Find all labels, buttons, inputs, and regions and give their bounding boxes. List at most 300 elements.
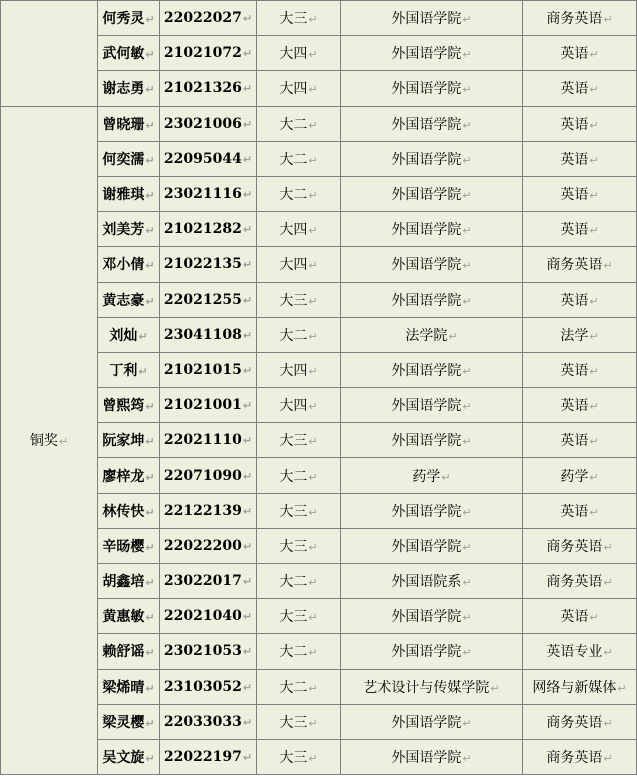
college-cell	[341, 564, 523, 599]
id-text: 21021072	[163, 45, 242, 62]
name-cell	[98, 176, 160, 211]
id-cell	[160, 599, 257, 634]
paragraph-mark-icon: ↵	[242, 117, 253, 131]
name-cell	[98, 71, 160, 106]
paragraph-mark-icon: ↵	[589, 83, 599, 97]
paragraph-mark-icon: ↵	[145, 83, 155, 97]
id-text: 23103052	[163, 678, 242, 695]
paragraph-mark-icon: ↵	[617, 681, 627, 695]
college-text: 法学院	[405, 327, 448, 344]
paragraph-mark-icon: ↵	[242, 399, 253, 413]
paragraph-mark-icon: ↵	[589, 189, 599, 203]
grade-text: 大四	[279, 81, 308, 98]
paragraph-mark-icon: ↵	[242, 751, 253, 765]
paragraph-mark-icon: ↵	[603, 13, 613, 27]
major-text: 商务英语	[546, 714, 603, 731]
paragraph-mark-icon: ↵	[589, 48, 599, 62]
grade-cell	[257, 352, 341, 387]
id-cell	[160, 739, 257, 774]
id-text: 23022017	[163, 573, 242, 590]
major-text: 英语	[560, 503, 589, 520]
id-text: 22122139	[163, 502, 242, 519]
name-cell	[98, 493, 160, 528]
grade-cell	[257, 388, 341, 423]
college-cell	[341, 212, 523, 247]
major-cell	[523, 1, 637, 36]
college-text: 外国语学院	[391, 538, 462, 555]
name-text: 邓小倩	[102, 257, 145, 274]
grade-cell	[257, 599, 341, 634]
paragraph-mark-icon: ↵	[462, 576, 472, 590]
paragraph-mark-icon: ↵	[242, 12, 253, 26]
grade-cell	[257, 212, 341, 247]
grade-text: 大四	[279, 362, 308, 379]
major-text: 英语	[560, 362, 589, 379]
name-text: 曾晓珊	[102, 116, 145, 133]
paragraph-mark-icon: ↵	[242, 82, 253, 96]
major-text: 英语	[560, 81, 589, 98]
college-cell	[341, 247, 523, 282]
paragraph-mark-icon: ↵	[145, 294, 155, 308]
college-cell	[341, 141, 523, 176]
award-level-label: 铜奖	[29, 433, 58, 450]
id-text: 22021040	[163, 608, 242, 625]
name-text: 林传快	[102, 503, 145, 520]
college-cell	[341, 388, 523, 423]
college-text: 外国语学院	[391, 11, 462, 28]
paragraph-mark-icon: ↵	[308, 505, 318, 519]
name-cell	[98, 669, 160, 704]
name-text: 何奕濡	[102, 151, 145, 168]
college-text: 外国语学院	[391, 222, 462, 239]
paragraph-mark-icon: ↵	[462, 435, 472, 449]
paragraph-mark-icon: ↵	[589, 470, 599, 484]
college-cell	[341, 317, 523, 352]
college-cell	[341, 352, 523, 387]
name-cell	[98, 317, 160, 352]
major-cell	[523, 176, 637, 211]
paragraph-mark-icon: ↵	[603, 540, 613, 554]
id-cell	[160, 212, 257, 247]
college-cell	[341, 634, 523, 669]
major-cell	[523, 599, 637, 634]
paragraph-mark-icon: ↵	[145, 13, 155, 27]
id-cell	[160, 71, 257, 106]
college-cell	[341, 106, 523, 141]
paragraph-mark-icon: ↵	[589, 505, 599, 519]
college-cell	[341, 1, 523, 36]
grade-cell	[257, 176, 341, 211]
paragraph-mark-icon: ↵	[145, 435, 155, 449]
grade-text: 大二	[279, 644, 308, 661]
paragraph-mark-icon: ↵	[308, 435, 318, 449]
paragraph-mark-icon: ↵	[589, 364, 599, 378]
paragraph-mark-icon: ↵	[242, 152, 253, 166]
paragraph-mark-icon: ↵	[308, 646, 318, 660]
major-text: 商务英语	[546, 257, 603, 274]
grade-text: 大四	[279, 257, 308, 274]
name-cell	[98, 1, 160, 36]
major-text: 英语	[560, 433, 589, 450]
paragraph-mark-icon: ↵	[589, 153, 599, 167]
id-cell	[160, 282, 257, 317]
id-text: 22022197	[163, 749, 242, 766]
id-text: 23021053	[163, 643, 242, 660]
grade-text: 大三	[279, 609, 308, 626]
paragraph-mark-icon: ↵	[145, 153, 155, 167]
paragraph-mark-icon: ↵	[242, 223, 253, 237]
award-group-cell	[1, 1, 98, 107]
paragraph-mark-icon: ↵	[308, 153, 318, 167]
college-cell	[341, 458, 523, 493]
table-row	[1, 106, 637, 141]
grade-text: 大二	[279, 187, 308, 204]
grade-text: 大二	[279, 468, 308, 485]
paragraph-mark-icon: ↵	[242, 645, 253, 659]
name-text: 吴文旋	[102, 750, 145, 767]
id-cell	[160, 247, 257, 282]
paragraph-mark-icon: ↵	[145, 611, 155, 625]
college-text: 外国语学院	[391, 292, 462, 309]
paragraph-mark-icon: ↵	[308, 83, 318, 97]
id-text: 22022027	[163, 10, 242, 27]
college-cell	[341, 71, 523, 106]
id-cell	[160, 669, 257, 704]
id-text: 21021015	[163, 361, 242, 378]
college-text: 外国语学院	[391, 750, 462, 767]
paragraph-mark-icon: ↵	[589, 329, 599, 343]
name-text: 曾熙筠	[102, 398, 145, 415]
college-text: 外国语学院	[391, 257, 462, 274]
paragraph-mark-icon: ↵	[308, 752, 318, 766]
name-cell	[98, 36, 160, 71]
major-text: 商务英语	[546, 11, 603, 28]
paragraph-mark-icon: ↵	[603, 576, 613, 590]
paragraph-mark-icon: ↵	[589, 294, 599, 308]
college-text: 外国语学院	[391, 362, 462, 379]
grade-cell	[257, 423, 341, 458]
college-text: 外国语学院	[391, 714, 462, 731]
paragraph-mark-icon: ↵	[145, 540, 155, 554]
paragraph-mark-icon: ↵	[462, 364, 472, 378]
name-cell	[98, 212, 160, 247]
paragraph-mark-icon: ↵	[308, 470, 318, 484]
grade-text: 大三	[279, 11, 308, 28]
grade-text: 大三	[279, 292, 308, 309]
id-text: 22021255	[163, 291, 242, 308]
college-text: 艺术设计与传媒学院	[363, 679, 490, 696]
grade-cell	[257, 1, 341, 36]
paragraph-mark-icon: ↵	[242, 575, 253, 589]
name-text: 丁利	[109, 362, 138, 379]
paragraph-mark-icon: ↵	[145, 118, 155, 132]
paragraph-mark-icon: ↵	[603, 716, 613, 730]
paragraph-mark-icon: ↵	[308, 294, 318, 308]
major-text: 药学	[560, 468, 589, 485]
paragraph-mark-icon: ↵	[308, 118, 318, 132]
name-text: 刘美芳	[102, 222, 145, 239]
major-text: 英语	[560, 116, 589, 133]
major-cell	[523, 71, 637, 106]
major-text: 英语专业	[546, 644, 603, 661]
name-text: 谢志勇	[102, 81, 145, 98]
paragraph-mark-icon: ↵	[462, 752, 472, 766]
grade-text: 大二	[279, 679, 308, 696]
major-cell	[523, 423, 637, 458]
college-text: 外国语学院	[391, 46, 462, 63]
id-cell	[160, 36, 257, 71]
table-row	[1, 1, 637, 36]
paragraph-mark-icon: ↵	[589, 611, 599, 625]
paragraph-mark-icon: ↵	[589, 400, 599, 414]
paragraph-mark-icon: ↵	[145, 48, 155, 62]
paragraph-mark-icon: ↵	[441, 470, 451, 484]
paragraph-mark-icon: ↵	[242, 504, 253, 518]
award-table-body	[1, 1, 637, 775]
grade-cell	[257, 634, 341, 669]
grade-cell	[257, 704, 341, 739]
paragraph-mark-icon: ↵	[145, 681, 155, 695]
major-text: 英语	[560, 46, 589, 63]
college-cell	[341, 282, 523, 317]
grade-cell	[257, 739, 341, 774]
grade-cell	[257, 669, 341, 704]
name-text: 黄志豪	[102, 292, 145, 309]
id-text: 21021326	[163, 80, 242, 97]
grade-text: 大三	[279, 538, 308, 555]
id-text: 22071090	[163, 467, 242, 484]
paragraph-mark-icon: ↵	[308, 364, 318, 378]
paragraph-mark-icon: ↵	[242, 539, 253, 553]
grade-cell	[257, 71, 341, 106]
name-text: 何秀灵	[102, 11, 145, 28]
paragraph-mark-icon: ↵	[242, 293, 253, 307]
college-text: 外国语学院	[391, 644, 462, 661]
major-cell	[523, 388, 637, 423]
major-cell	[523, 528, 637, 563]
paragraph-mark-icon: ↵	[308, 611, 318, 625]
paragraph-mark-icon: ↵	[462, 13, 472, 27]
grade-text: 大四	[279, 46, 308, 63]
major-cell	[523, 352, 637, 387]
paragraph-mark-icon: ↵	[242, 469, 253, 483]
major-text: 法学	[560, 327, 589, 344]
name-cell	[98, 564, 160, 599]
grade-cell	[257, 458, 341, 493]
paragraph-mark-icon: ↵	[462, 224, 472, 238]
name-text: 辛旸樱	[102, 538, 145, 555]
major-cell	[523, 212, 637, 247]
name-cell	[98, 704, 160, 739]
college-text: 外国语学院	[391, 398, 462, 415]
name-cell	[98, 141, 160, 176]
grade-text: 大四	[279, 398, 308, 415]
paragraph-mark-icon: ↵	[308, 189, 318, 203]
paragraph-mark-icon: ↵	[603, 752, 613, 766]
paragraph-mark-icon: ↵	[603, 646, 613, 660]
major-text: 英语	[560, 222, 589, 239]
name-text: 谢雅琪	[102, 187, 145, 204]
name-cell	[98, 528, 160, 563]
grade-text: 大三	[279, 714, 308, 731]
name-text: 赖舒谣	[102, 644, 145, 661]
major-cell	[523, 458, 637, 493]
name-text: 刘灿	[109, 327, 138, 344]
paragraph-mark-icon: ↵	[242, 258, 253, 272]
paragraph-mark-icon: ↵	[462, 505, 472, 519]
paragraph-mark-icon: ↵	[308, 259, 318, 273]
paragraph-mark-icon: ↵	[462, 189, 472, 203]
grade-cell	[257, 141, 341, 176]
college-text: 外国语学院	[391, 503, 462, 520]
college-text: 外国语学院	[391, 609, 462, 626]
major-text: 商务英语	[546, 574, 603, 591]
paragraph-mark-icon: ↵	[490, 681, 500, 695]
name-text: 梁烯晴	[102, 679, 145, 696]
grade-cell	[257, 528, 341, 563]
paragraph-mark-icon: ↵	[308, 224, 318, 238]
college-cell	[341, 739, 523, 774]
college-text: 外国语院系	[391, 574, 462, 591]
id-cell	[160, 352, 257, 387]
name-cell	[98, 423, 160, 458]
grade-cell	[257, 247, 341, 282]
grade-cell	[257, 493, 341, 528]
grade-cell	[257, 282, 341, 317]
id-cell	[160, 317, 257, 352]
college-cell	[341, 528, 523, 563]
paragraph-mark-icon: ↵	[462, 646, 472, 660]
paragraph-mark-icon: ↵	[242, 188, 253, 202]
college-cell	[341, 423, 523, 458]
id-cell	[160, 423, 257, 458]
grade-text: 大二	[279, 116, 308, 133]
paragraph-mark-icon: ↵	[138, 329, 148, 343]
paragraph-mark-icon: ↵	[242, 434, 253, 448]
college-text: 外国语学院	[391, 81, 462, 98]
paragraph-mark-icon: ↵	[589, 118, 599, 132]
award-group-cell	[1, 106, 98, 775]
id-text: 21021001	[163, 397, 242, 414]
paragraph-mark-icon: ↵	[448, 329, 458, 343]
paragraph-mark-icon: ↵	[242, 363, 253, 377]
paragraph-mark-icon: ↵	[462, 294, 472, 308]
major-cell	[523, 634, 637, 669]
id-text: 22021110	[163, 432, 242, 449]
paragraph-mark-icon: ↵	[462, 118, 472, 132]
name-cell	[98, 247, 160, 282]
name-cell	[98, 388, 160, 423]
id-cell	[160, 528, 257, 563]
name-cell	[98, 352, 160, 387]
id-text: 21021282	[163, 221, 242, 238]
major-cell	[523, 564, 637, 599]
id-cell	[160, 1, 257, 36]
paragraph-mark-icon: ↵	[603, 259, 613, 273]
paragraph-mark-icon: ↵	[589, 435, 599, 449]
grade-text: 大二	[279, 574, 308, 591]
id-text: 23041108	[163, 326, 242, 343]
paragraph-mark-icon: ↵	[462, 400, 472, 414]
paragraph-mark-icon: ↵	[145, 505, 155, 519]
id-cell	[160, 564, 257, 599]
paragraph-mark-icon: ↵	[242, 715, 253, 729]
college-cell	[341, 36, 523, 71]
paragraph-mark-icon: ↵	[242, 47, 253, 61]
name-cell	[98, 282, 160, 317]
college-text: 外国语学院	[391, 433, 462, 450]
paragraph-mark-icon: ↵	[242, 610, 253, 624]
grade-text: 大三	[279, 433, 308, 450]
paragraph-mark-icon: ↵	[308, 576, 318, 590]
college-cell	[341, 493, 523, 528]
name-text: 黄惠敏	[102, 609, 145, 626]
name-cell	[98, 458, 160, 493]
paragraph-mark-icon: ↵	[145, 400, 155, 414]
paragraph-mark-icon: ↵	[462, 48, 472, 62]
grade-cell	[257, 36, 341, 71]
grade-text: 大二	[279, 151, 308, 168]
grade-text: 大二	[279, 327, 308, 344]
id-text: 22022200	[163, 537, 242, 554]
paragraph-mark-icon: ↵	[308, 13, 318, 27]
major-text: 英语	[560, 151, 589, 168]
major-text: 英语	[560, 292, 589, 309]
grade-text: 大三	[279, 503, 308, 520]
paragraph-mark-icon: ↵	[308, 540, 318, 554]
paragraph-mark-icon: ↵	[58, 435, 69, 449]
grade-cell	[257, 564, 341, 599]
id-cell	[160, 388, 257, 423]
college-text: 外国语学院	[391, 116, 462, 133]
paragraph-mark-icon: ↵	[308, 329, 318, 343]
paragraph-mark-icon: ↵	[145, 189, 155, 203]
paragraph-mark-icon: ↵	[145, 259, 155, 273]
major-cell	[523, 282, 637, 317]
id-cell	[160, 493, 257, 528]
paragraph-mark-icon: ↵	[308, 48, 318, 62]
paragraph-mark-icon: ↵	[145, 576, 155, 590]
id-cell	[160, 176, 257, 211]
college-cell	[341, 669, 523, 704]
paragraph-mark-icon: ↵	[138, 364, 148, 378]
major-text: 网络与新媒体	[532, 679, 617, 696]
id-text: 22095044	[163, 150, 242, 167]
id-cell	[160, 458, 257, 493]
paragraph-mark-icon: ↵	[462, 259, 472, 273]
name-cell	[98, 634, 160, 669]
paragraph-mark-icon: ↵	[462, 540, 472, 554]
grade-text: 大四	[279, 222, 308, 239]
college-cell	[341, 704, 523, 739]
paragraph-mark-icon: ↵	[145, 716, 155, 730]
paragraph-mark-icon: ↵	[308, 716, 318, 730]
paragraph-mark-icon: ↵	[462, 83, 472, 97]
paragraph-mark-icon: ↵	[242, 328, 253, 342]
id-cell	[160, 141, 257, 176]
paragraph-mark-icon: ↵	[308, 681, 318, 695]
id-cell	[160, 634, 257, 669]
name-text: 武何敏	[102, 46, 145, 63]
major-cell	[523, 739, 637, 774]
name-cell	[98, 739, 160, 774]
name-text: 胡鑫培	[102, 574, 145, 591]
paragraph-mark-icon: ↵	[462, 716, 472, 730]
paragraph-mark-icon: ↵	[145, 646, 155, 660]
major-cell	[523, 669, 637, 704]
grade-text: 大三	[279, 750, 308, 767]
major-cell	[523, 106, 637, 141]
